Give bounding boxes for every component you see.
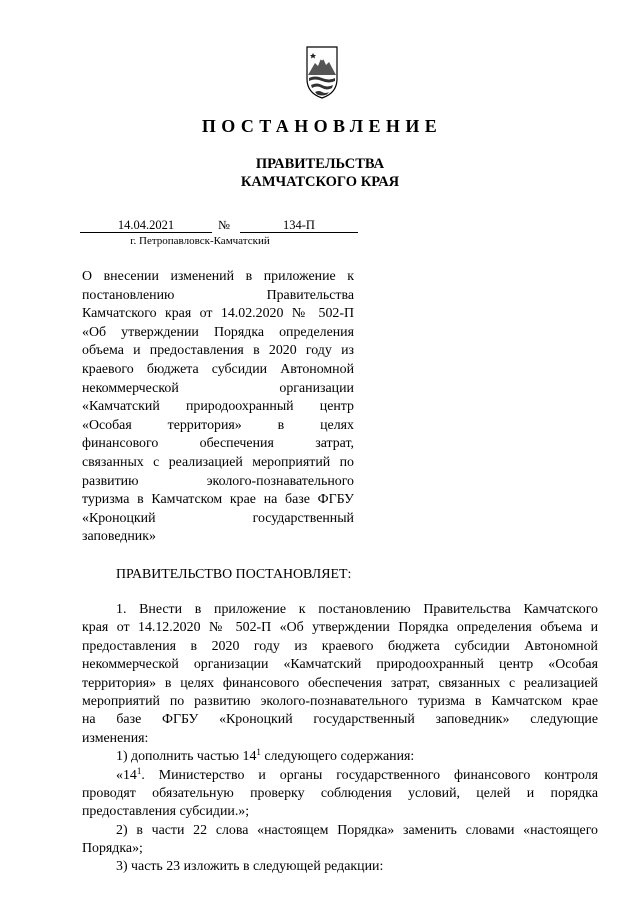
body-line: мероприятий по развитию эколого-познавательного туризма в Камчатском крае [82,693,598,709]
amendment-item-2-end: Порядка»; [82,841,143,857]
issuer-line-1: ПРАВИТЕЛЬСТВА [255,156,385,172]
document-type-title: ПОСТАНОВЛЕНИЕ [201,116,443,136]
subject-line: постановлению Правительства [82,287,354,303]
issuer-line-2: КАМЧАТСКОГО КРАЯ [240,174,400,190]
body-line: предоставления в 2020 году из краевого бюджета субсидии Автономной [82,638,598,654]
body-line: на базе ФГБУ «Кроноцкий государственный заповедник» следующие [82,712,598,728]
quoted-text-line: предоставления субсидии.»; [82,804,250,820]
document-body [82,601,598,877]
quoted-text-line: проводят обязательную проверку соблюдения условий, целей и порядка [82,785,598,801]
body-line: территория» в целях финансового обеспечения затрат, связанных с реализацией [82,675,598,691]
quoted-text-line [82,767,598,785]
amendment-item-2: 2) в части 22 слова «настоящем Порядка» заменить словами «настоящего [116,822,598,838]
subject-line: финансового обеспечения затрат, [82,436,354,452]
subject-line: некоммерческой организации [82,380,354,396]
amendment-item-3: 3) часть 23 изложить в следующей редакции: [116,859,384,875]
subject-line: «Особая территория» в целях [82,417,354,433]
subject-line: объема и предоставления в 2020 году из [82,343,354,359]
document-number: 134-П [240,218,358,233]
quote-line-1: . Министерство и органы государственного финансового контроля [141,767,598,783]
number-sign: № [218,218,230,232]
quote-start: «14 [116,767,137,783]
subject-line: «Кроноцкий государственный [82,510,354,526]
subject-line: заповедник» [82,529,156,545]
subject-line: связанных с реализацией мероприятий по [82,454,354,470]
subject-line: Камчатского края от 14.02.2020 № 502-П [82,306,354,322]
body-line: 1. Внести в приложение к постановлению Правительства Камчатского [116,602,598,617]
superscript: 1 [136,765,142,776]
subject-line: туризма в Камчатском крае на базе ФГБУ [82,492,354,508]
city-line: г. Петропавловск-Камчатский [130,235,270,247]
subject-line: «Камчатский природоохранный центр [82,399,354,415]
body-line: изменения: [82,730,149,746]
body-line: некоммерческой организации «Камчатский природоохранный центр «Особая [82,657,598,673]
item-1-text: 1) дополнить частью 14 [116,749,257,765]
item-1-text-end: следующего содержания: [260,749,415,765]
subject-line: развитию эколого-познавательного [82,473,354,489]
document-subject [82,268,354,547]
document-date: 14.04.2021 [80,218,212,233]
resolution-heading: ПРАВИТЕЛЬСТВО ПОСТАНОВЛЯЕТ: [116,567,352,582]
subject-line: О внесении изменений в приложение к [82,269,354,284]
subject-line: «Об утверждении Порядка определения [82,324,354,340]
body-line: края от 14.12.2020 № 502-П «Об утверждении Порядка определения объема и [82,620,598,636]
superscript: 1 [256,747,261,758]
coat-of-arms-icon [305,45,339,99]
subject-line: краевого бюджета субсидии Автономной [82,361,354,377]
amendment-item-1 [82,748,598,766]
